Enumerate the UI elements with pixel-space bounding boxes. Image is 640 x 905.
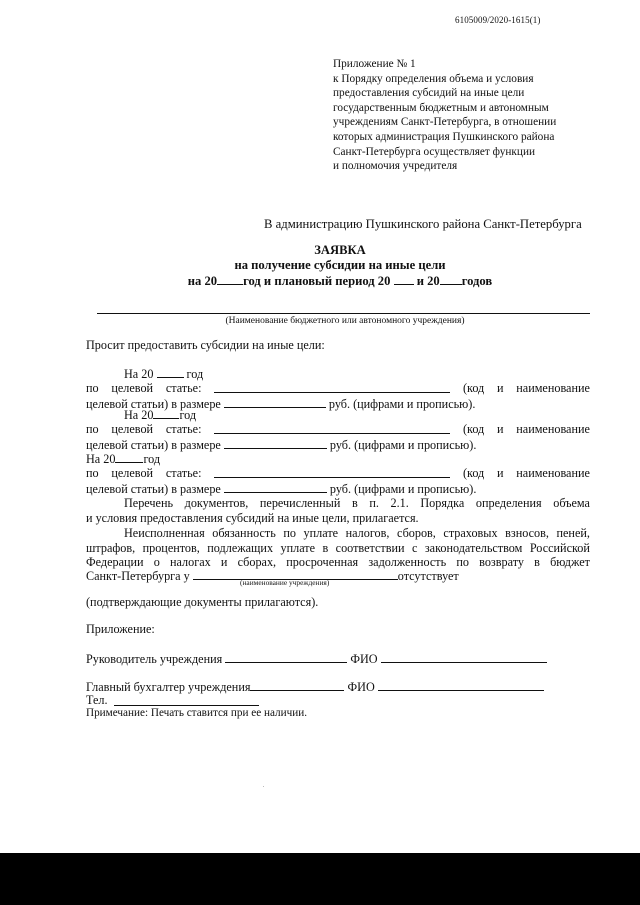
word: Порядка [420,496,465,510]
amount-text: целевой статьи) в размере [86,397,221,411]
year-blank[interactable] [440,273,462,285]
word: пеней, [556,526,590,540]
word: по [283,526,296,540]
head-label: Руководитель учреждения [86,652,223,666]
word: в [534,555,540,569]
word: уплате [280,541,316,555]
word: Перечень [124,496,174,510]
appendix-line: учреждениям Санкт-Петербурга, в отношении [333,116,557,129]
year-word: год [143,452,161,466]
year-blank[interactable] [153,407,179,419]
article-line-2 [86,422,590,437]
word: законодательством [424,541,523,555]
amount-line-3 [86,481,476,497]
word: целевой [111,422,154,436]
word: сборов, [397,526,436,540]
addressee: В администрацию Пушкинского района Санкт-Петербурга [264,217,582,231]
amount-text: целевой статьи) в размере [86,482,221,496]
year-line-3 [86,451,160,467]
document-subtitle: на получение субсидии на иные цели [234,258,446,272]
word: бюджет [550,555,590,569]
article-line-3 [86,466,590,481]
word: по [86,466,99,480]
phone-label: Тел. [86,693,108,707]
appendix-line: Приложение № 1 [333,58,416,70]
word: по [86,422,99,436]
article-input[interactable] [214,466,450,478]
word: и [497,466,504,480]
appendix-line: которых администрация Пушкинского района [333,130,555,143]
word: (код [462,381,485,395]
word: наименование [516,422,590,436]
documents-line-2: и условия предоставления субсидий на иные цели, прилагается. [86,511,419,525]
year-blank[interactable] [115,451,143,463]
appendix-block [333,57,556,174]
scan-bottom-border [0,853,640,905]
word: и [497,422,504,436]
word: обязанность [212,526,276,540]
note: Примечание: Печать ставится при ее наличии. [86,707,307,719]
head-signature-input[interactable] [225,651,347,663]
fio-label: ФИО [350,652,378,666]
word: штрафов, [86,541,136,555]
word: взносов, [505,526,549,540]
period-line [100,273,580,289]
accountant-signature-line [86,679,544,695]
fio-label: ФИО [347,680,375,694]
head-signature-line [86,651,547,667]
year-blank[interactable] [157,366,184,378]
word: объема [553,496,590,510]
year-blank[interactable] [394,273,414,285]
word: уплате [303,526,339,540]
documents-line-1 [124,496,590,511]
year-word: год [179,408,197,422]
phone-line [86,693,108,708]
word: просроченная [286,555,359,569]
obligation-line-1 [124,526,590,541]
word: о [153,555,160,569]
accountant-label: Главный бухгалтер учреждения [86,680,251,694]
article-input[interactable] [214,381,450,393]
word: целевой [111,381,154,395]
amount-input[interactable] [224,481,327,493]
word: и [497,381,504,395]
year-prefix: На 20 [86,452,116,466]
word: в [322,541,329,555]
phone-input[interactable] [114,705,259,706]
word: Федерации [86,555,144,569]
word: процентов, [142,541,200,555]
article-line-1 [86,381,590,396]
period-mid: год и плановый период 20 [243,274,391,288]
request-text: Просит предоставить субсидии на иные цели: [86,338,325,352]
rub-text: руб. (цифрами и прописью). [329,438,477,452]
institution-caption: (наименование учреждения) [240,578,330,587]
document-id: 6105009/2020-1615(1) [455,15,541,25]
word: статье: [165,381,202,395]
word: перечисленный [259,496,341,510]
word: по [456,555,469,569]
rub-text: руб. (цифрами и прописью). [329,482,477,496]
word: п. [369,496,379,510]
period-suffix: годов [461,274,493,288]
confirm-text: (подтверждающие документы прилагаются). [86,595,319,609]
appendix-line: Санкт-Петербурга осуществляет функции [333,145,536,158]
word: наименование [516,466,590,480]
word: целевой [111,466,154,480]
word: подлежащих [207,541,274,555]
word: возврату [479,555,524,569]
attachment-label: Приложение: [86,622,155,636]
word: по [86,381,99,395]
word: (код [462,466,485,480]
word: страховых [443,526,498,540]
amount-text: целевой статьи) в размере [86,438,221,452]
year-blank[interactable] [217,273,243,285]
org-name-caption: (Наименование бюджетного или автономного учреждения) [225,316,465,326]
word: документов, [184,496,249,510]
article-input[interactable] [214,422,450,434]
rub-text: руб. (цифрами и прописью). [328,397,476,411]
word: Российской [529,541,590,555]
word: определения [475,496,542,510]
word: в [351,496,358,510]
word: соответствии [335,541,405,555]
word: налогов, [345,526,390,540]
word: (код [462,422,485,436]
year-line-2 [124,407,196,423]
appendix-line: к Порядку определения объема и условия [333,72,534,85]
word: статье: [165,466,202,480]
year-line-1 [124,366,203,382]
scan-speck [263,786,264,787]
year-prefix: На 20 [124,367,154,381]
accountant-fio-input[interactable] [378,679,544,691]
text: отсутствует [397,569,459,583]
word: с [411,541,418,555]
document-title: ЗАЯВКА [314,243,366,257]
word: и [220,555,228,569]
head-fio-input[interactable] [381,651,547,663]
appendix-line: и полномочия учредителя [333,160,458,173]
word: статье: [165,422,202,436]
obligation-line-2 [86,541,590,556]
word: 2.1. [390,496,409,510]
word: Неисполненная [124,526,205,540]
word: задолженность [368,555,447,569]
accountant-signature-input[interactable] [250,679,344,691]
word: наименование [516,381,590,395]
org-name-line[interactable] [97,313,590,314]
period-prefix: на 20 [187,274,218,288]
amount-input[interactable] [224,437,327,449]
word: налогах [170,555,211,569]
appendix-line: предоставления субсидий на иные цели [333,87,525,100]
year-word: год [186,367,204,381]
amount-input[interactable] [224,396,326,408]
appendix-line: государственным бюджетным и автономным [333,101,549,114]
period-and: и 20 [416,274,440,288]
word: сборах, [237,555,277,569]
text: Санкт-Петербурга у [86,569,190,583]
year-prefix: На 20 [124,408,154,422]
